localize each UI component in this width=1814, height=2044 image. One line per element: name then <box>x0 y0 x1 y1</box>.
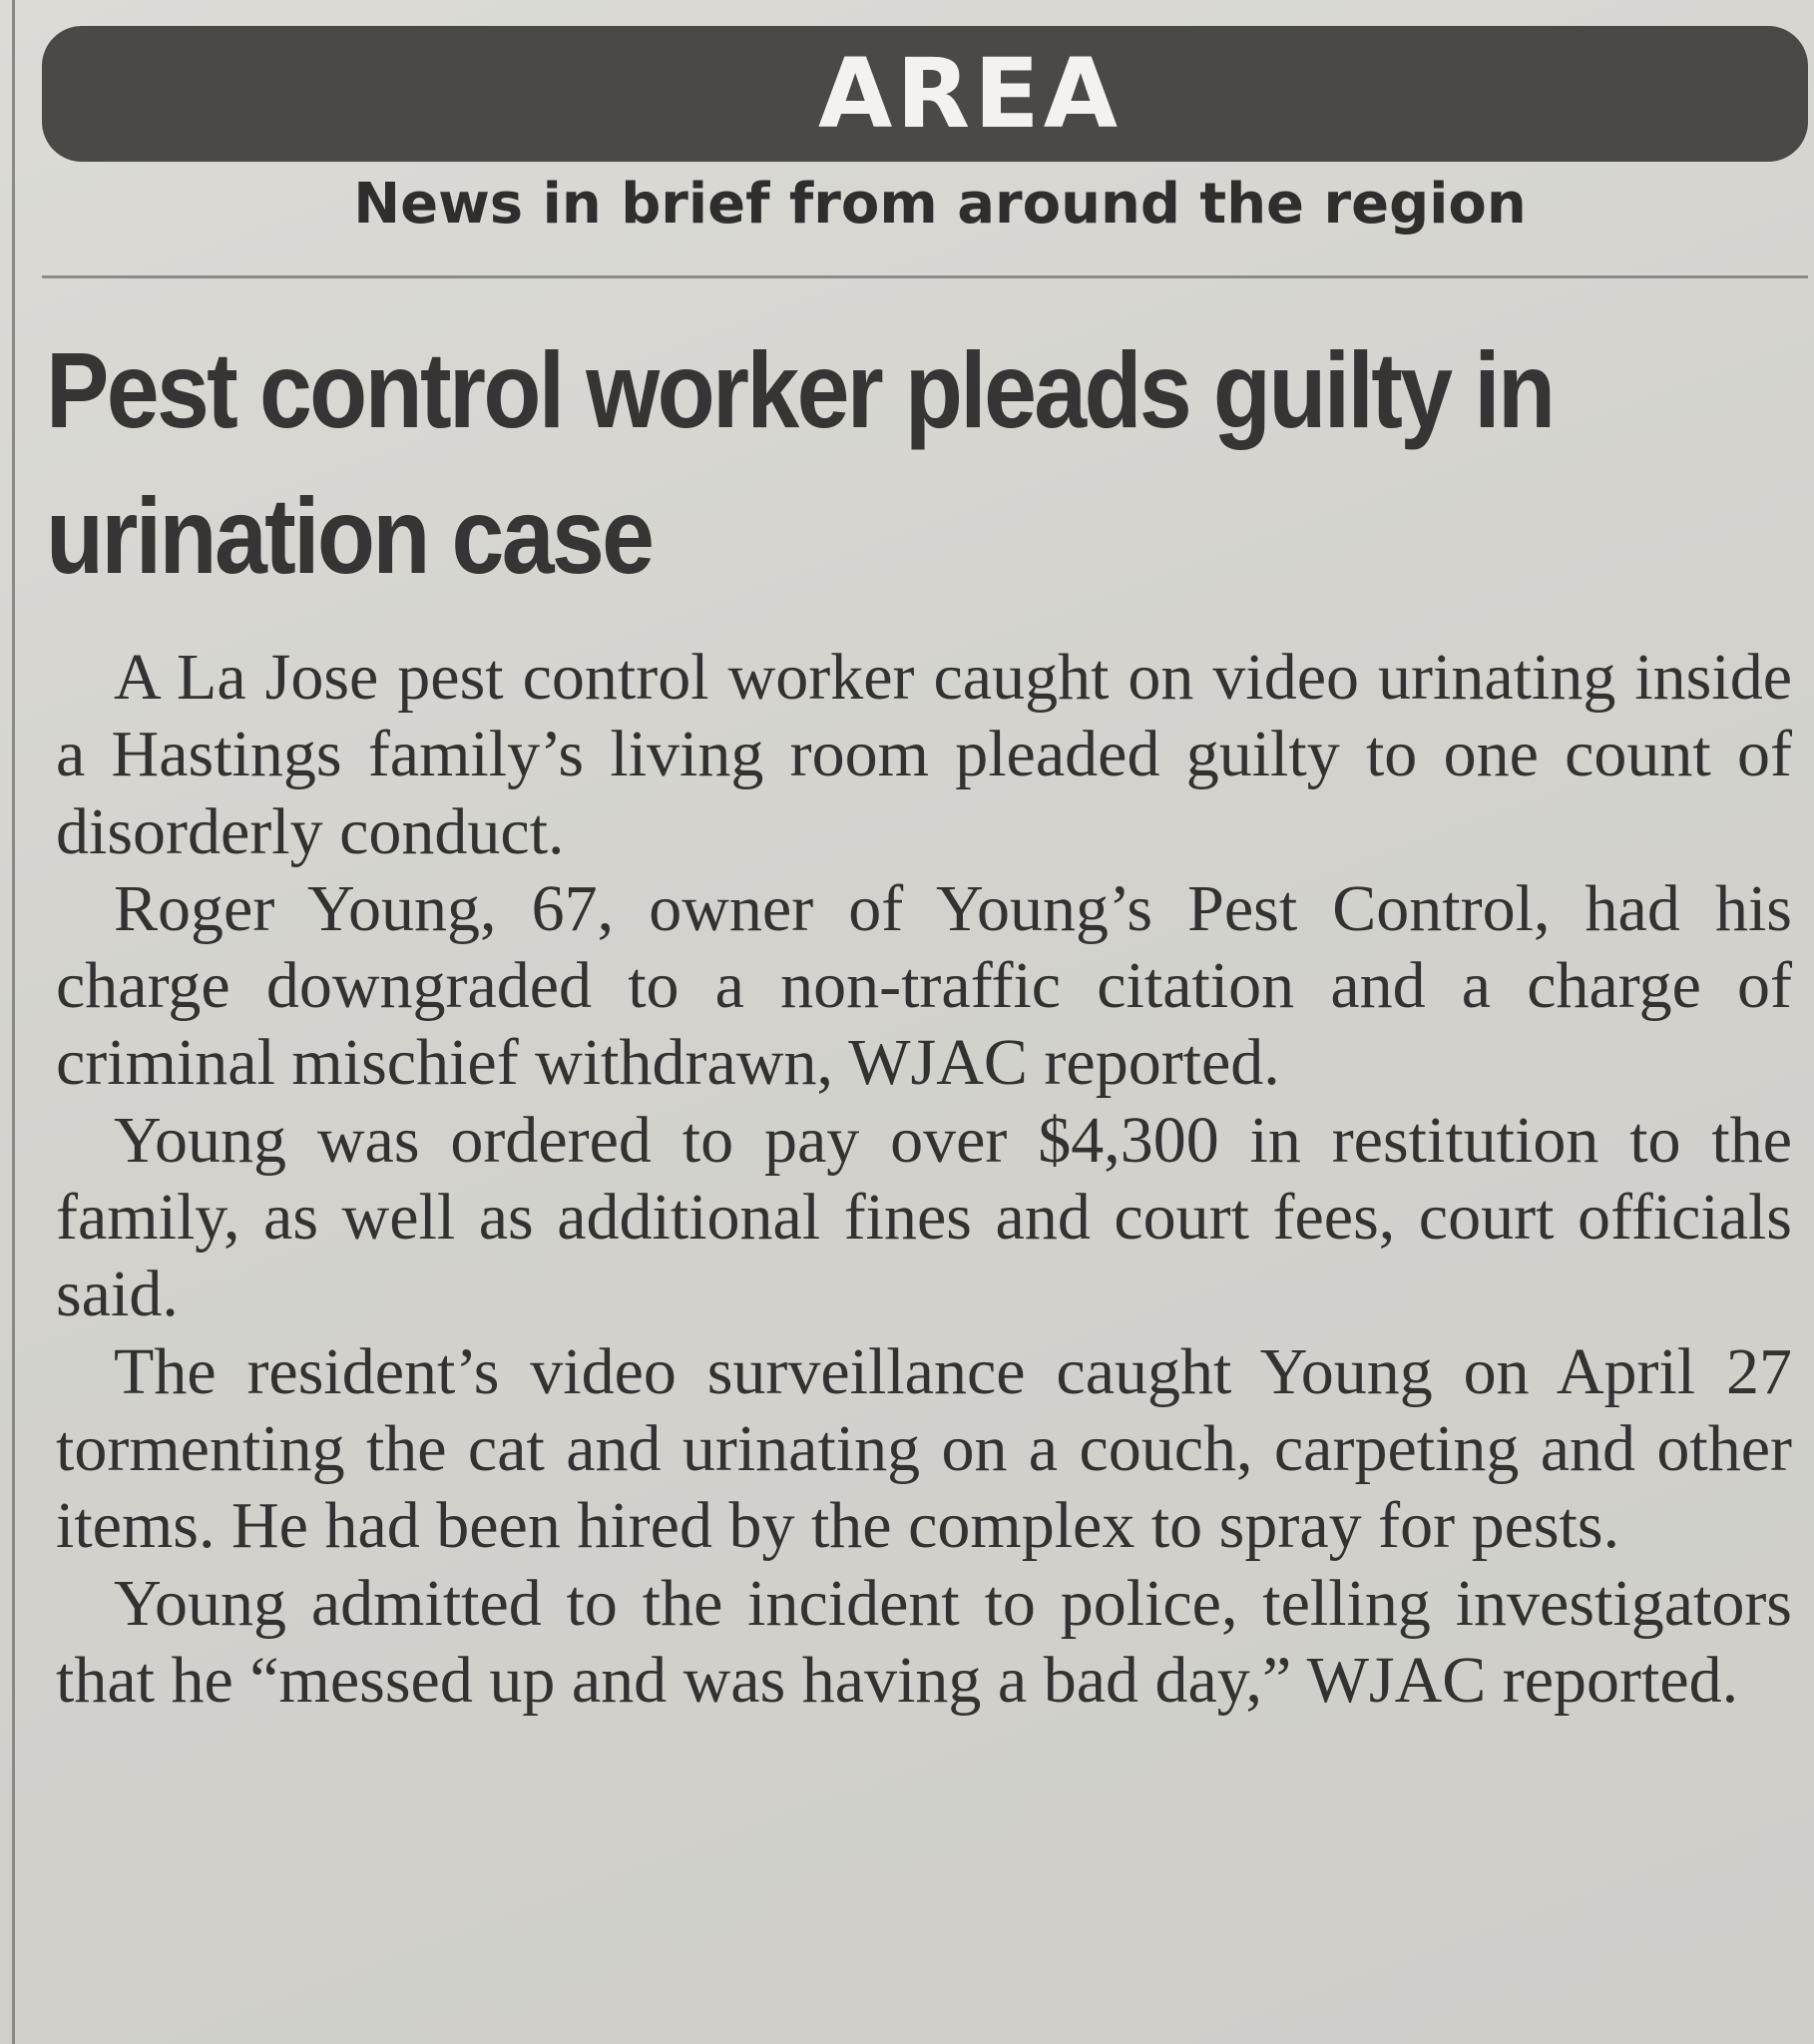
section-subheading: News in brief from around the region <box>353 172 1527 237</box>
section-label: AREA <box>817 38 1123 150</box>
article-paragraph: Young admitted to the incident to police, telling investigators that he “messed up and was having a bad day,” WJAC reported. <box>56 1566 1792 1717</box>
column-divider <box>12 0 15 2044</box>
article-paragraph: Young was ordered to pay over $4,300 in restitution to the family, as well as additional fines and court fees, court officials said. <box>56 1103 1792 1331</box>
article-paragraph: Roger Young, 67, owner of Young’s Pest Control, had his charge downgraded to a non-traffic citation and a charge of criminal mischief withdrawn, WJAC reported. <box>56 871 1792 1100</box>
article-body <box>56 639 1792 1719</box>
section-banner <box>42 26 1808 162</box>
section-divider <box>42 275 1808 278</box>
article-paragraph: The resident’s video surveillance caught Young on April 27 tormenting the cat and urinating on a couch, carpeting and other items. He had been hired by the complex to spray for pests. <box>56 1334 1792 1563</box>
article-paragraph: A La Jose pest control worker caught on video urinating inside a Hastings family’s living room pleaded guilty to one count of disorderly conduct. <box>56 641 1792 868</box>
article-headline: Pest control worker pleads guilty in urination case <box>46 329 1554 596</box>
